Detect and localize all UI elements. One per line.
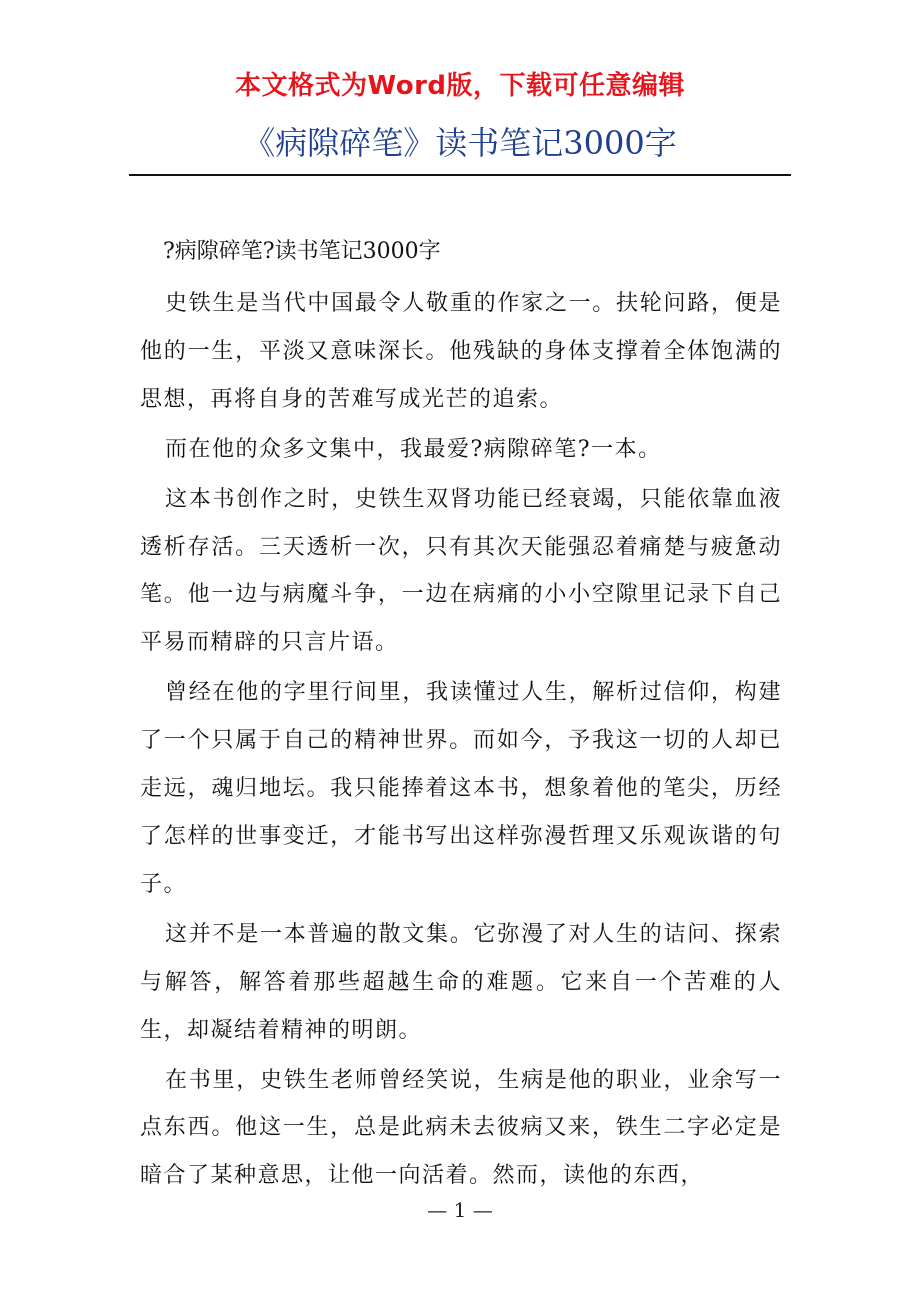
paragraph: 而在他的众多文集中，我最爱?病隙碎笔?一本。: [165, 436, 662, 462]
document-title: 《病隙碎笔》读书笔记3000字: [243, 124, 677, 162]
paragraph: 这并不是一本普遍的散文集。它弥漫了对人生的诘问、探索与解答，解答着那些超越生命的难题。它来自一个苦难的人生，却凝结着精神的明朗。: [140, 921, 782, 1043]
paragraph: 曾经在他的字里行间里，我读懂过人生，解析过信仰，构建了一个只属于自己的精神世界。而如今，予我这一切的人却已走远，魂归地坛。我只能捧着这本书，想象着他的笔尖，历经了怎样的世事变迁，才能书写出这样弥漫哲理又乐观诙谐的句子。: [140, 680, 782, 897]
page-number: — 1 —: [427, 1198, 493, 1222]
paragraph: 这本书创作之时，史铁生双肾功能已经衰竭，只能依靠血液透析存活。三天透析一次，只有其次天能强忍着痛楚与疲惫动笔。他一边与病魔斗争，一边在病痛的小小空隙里记录下自己平易而精辟的只言片语。: [140, 486, 782, 656]
document-subtitle: ?病隙碎笔?读书笔记3000字: [163, 239, 441, 264]
paragraph: 在书里，史铁生老师曾经笑说，生病是他的职业，业余写一点东西。他这一生，总是此病未去彼病又来，铁生二字必定是暗合了某种意思，让他一向活着。然而，读他的东西，: [140, 1067, 782, 1189]
paragraph: 史铁生是当代中国最令人敬重的作家之一。扶轮问路，便是他的一生，平淡又意味深长。他残缺的身体支撑着全体饱满的思想，再将自身的苦难写成光芒的追索。: [140, 291, 782, 412]
title-divider: [129, 174, 791, 176]
format-notice: 本文格式为Word版，下载可任意编辑: [234, 71, 686, 101]
document-body: [140, 228, 782, 1202]
